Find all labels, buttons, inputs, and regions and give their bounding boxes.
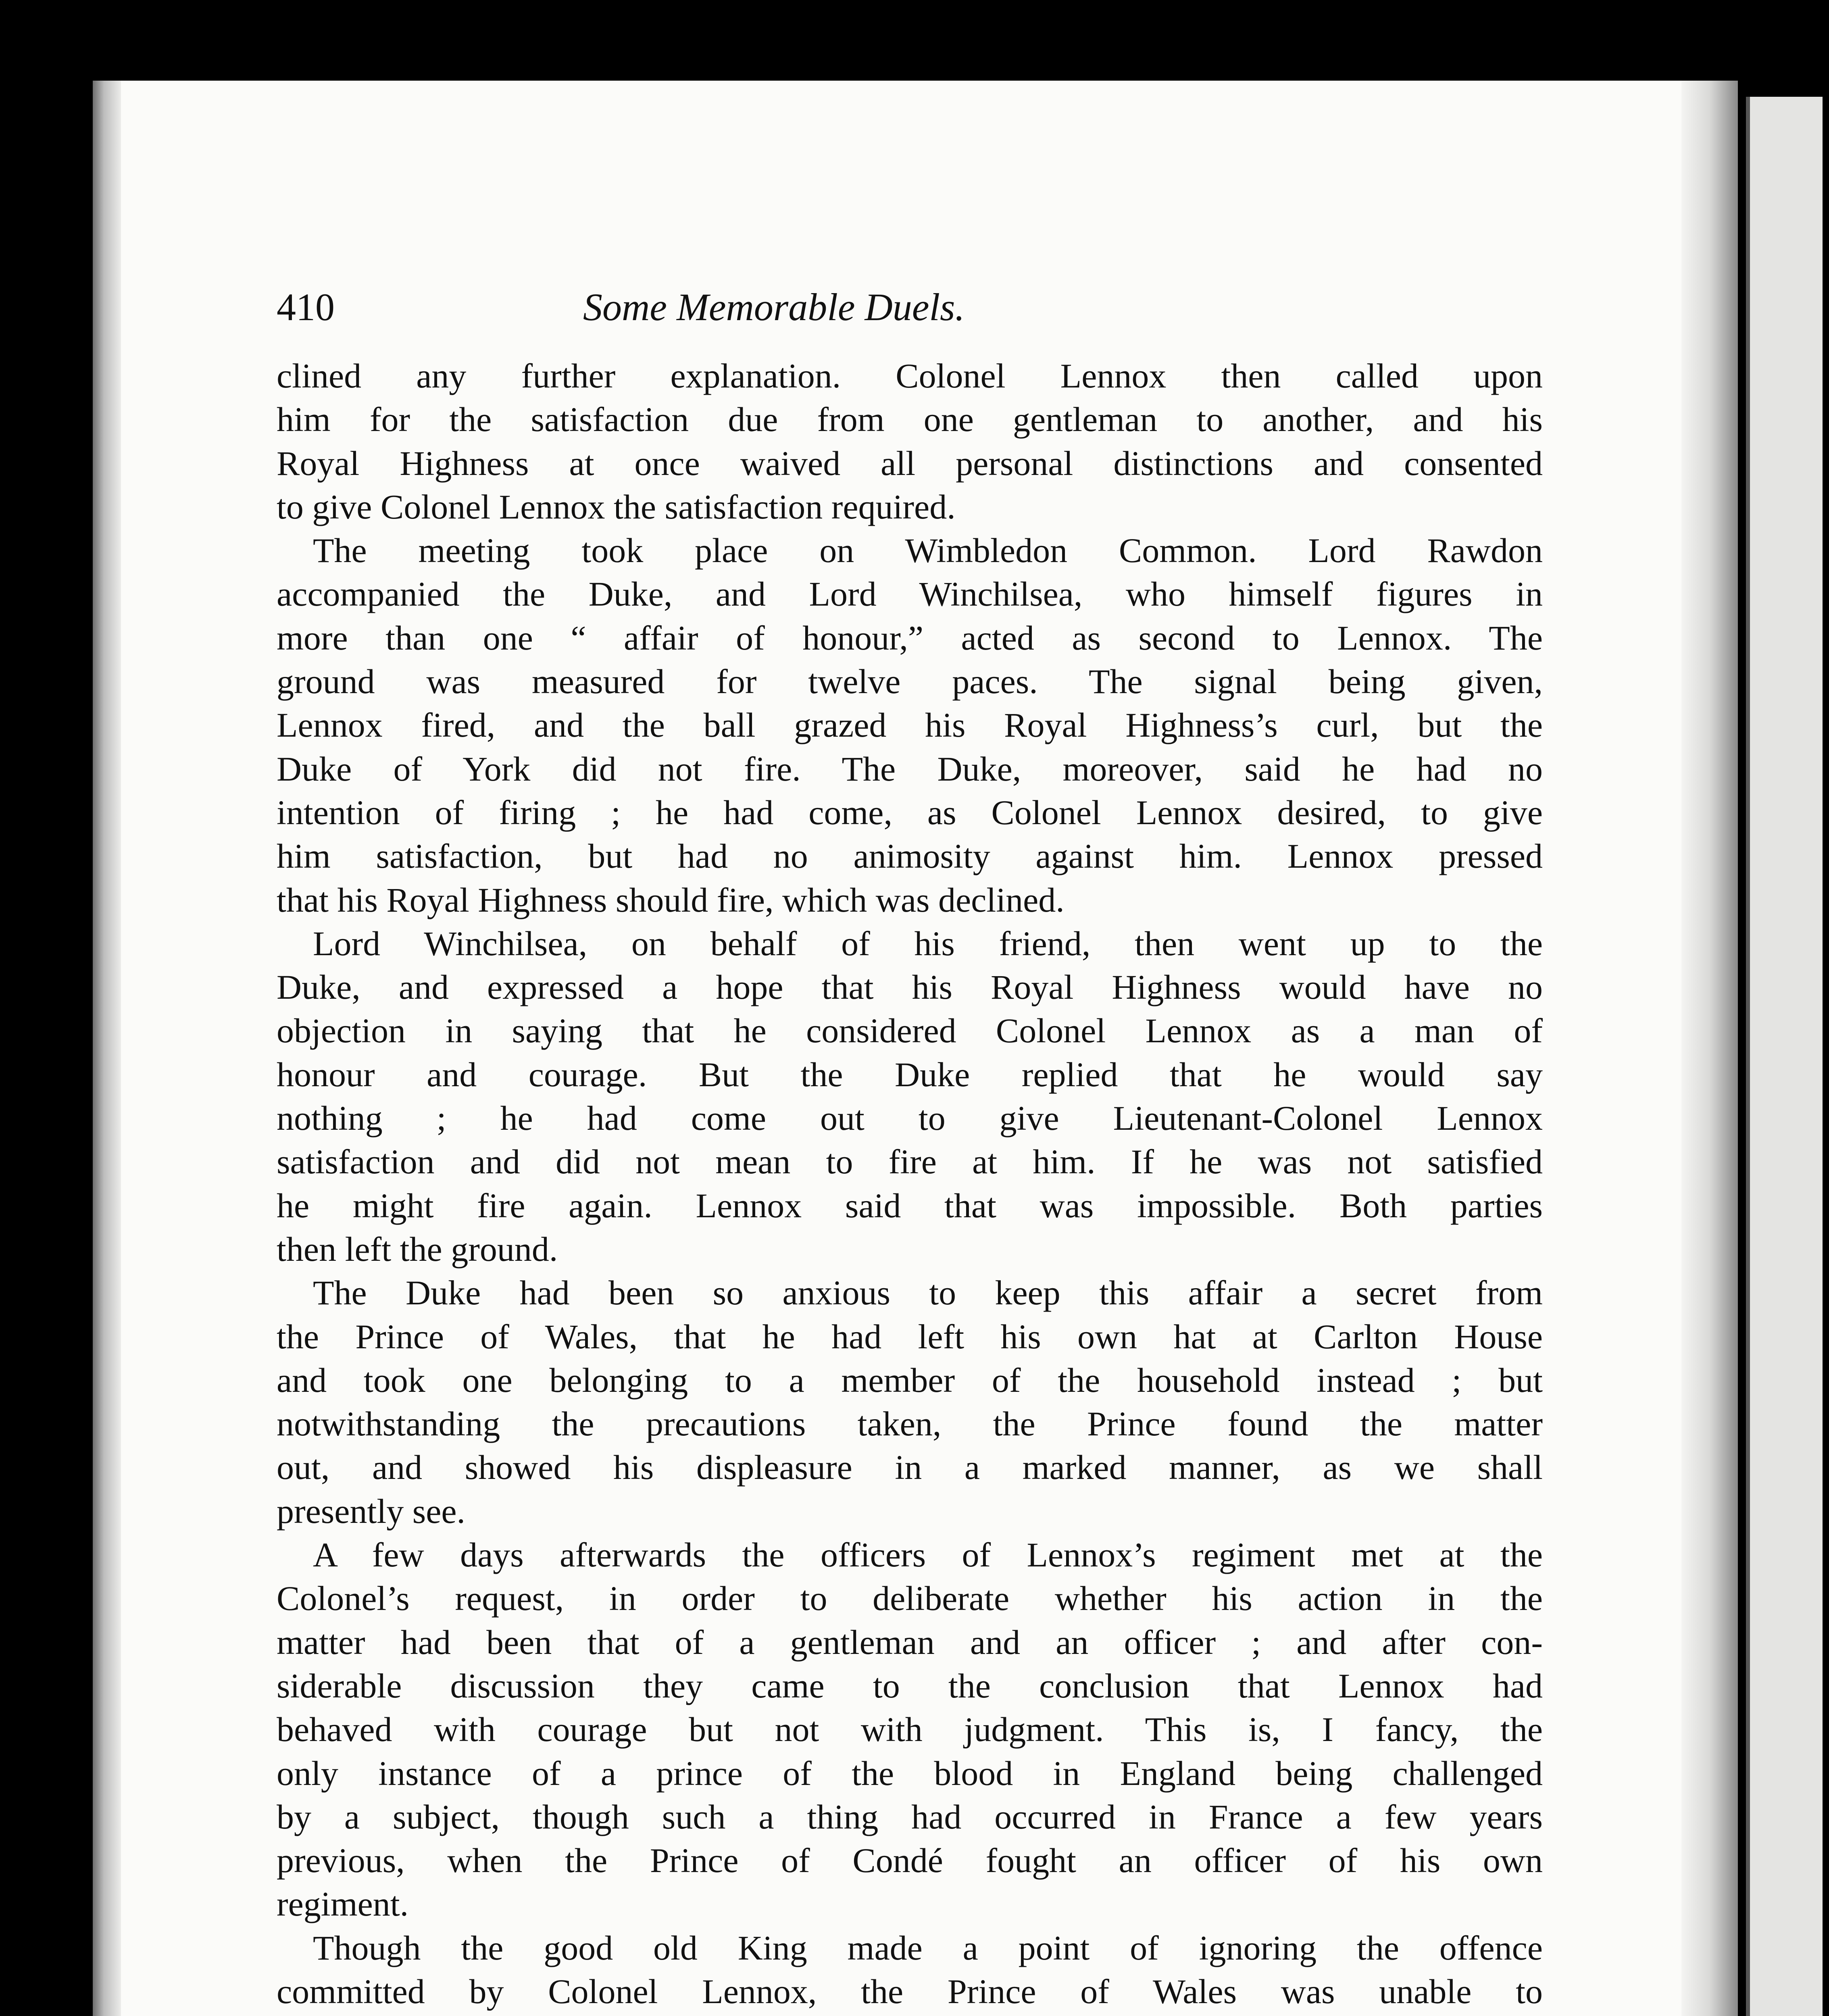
page-number: 410 [277, 285, 335, 329]
text-line: that his Royal Highness should fire, which was declined. [277, 880, 1064, 919]
text-line: only instance of a prince of the blood in England being challenged [277, 1754, 1543, 1793]
text-line: Lord Winchilsea, on behalf of his friend, then went up to the [313, 924, 1543, 963]
text-line: Though the good old King made a point of ignoring the offence [313, 1928, 1543, 1967]
body-text [277, 354, 1543, 2016]
text-line: to give Colonel Lennox the satisfaction required. [277, 487, 956, 526]
text-line: accompanied the Duke, and Lord Winchilsea, who himself figures in [277, 575, 1543, 614]
text-line: matter had been that of a gentleman and an officer ; and after con- [277, 1622, 1543, 1662]
page-edge-shadow [1681, 81, 1738, 2016]
text-line: then left the ground. [277, 1229, 558, 1268]
text-line: satisfaction and did not mean to fire at him. If he was not satisfied [277, 1142, 1543, 1181]
text-line: behaved with courage but not with judgment. This is, I fancy, the [277, 1710, 1543, 1749]
text-line: intention of firing ; he had come, as Colonel Lennox desired, to give [277, 793, 1543, 832]
text-line: siderable discussion they came to the conclusion that Lennox had [277, 1666, 1543, 1705]
text-line: Royal Highness at once waived all personal distinctions and consented [277, 444, 1543, 483]
running-title: Some Memorable Duels. [583, 285, 965, 329]
text-line: he might fire again. Lennox said that was impossible. Both parties [277, 1186, 1543, 1225]
text-line: nothing ; he had come out to give Lieutenant-Colonel Lennox [277, 1099, 1543, 1138]
text-line: committed by Colonel Lennox, the Prince of Wales was unable to [277, 1972, 1543, 2011]
text-line: clined any further explanation. Colonel Lennox then called upon [277, 356, 1543, 395]
text-line: the Prince of Wales, that he had left his own hat at Carlton House [277, 1317, 1543, 1356]
text-line: Colonel’s request, in order to deliberate whether his action in the [277, 1579, 1543, 1618]
page-gutter-shadow [93, 81, 121, 2016]
text-line: ground was measured for twelve paces. The signal being given, [277, 662, 1543, 701]
text-line: Duke, and expressed a hope that his Royal Highness would have no [277, 968, 1543, 1007]
text-line [277, 2013, 1543, 2016]
text-line: out, and showed his displeasure in a marked manner, as we shall [277, 1448, 1543, 1487]
text-line: more than one “ affair of honour,” acted as second to Lennox. The [277, 618, 1543, 657]
text-line: The Duke had been so anxious to keep this affair a secret from [313, 1273, 1543, 1312]
text-line: him for the satisfaction due from one gentleman to another, and his [277, 400, 1543, 439]
text-line: notwithstanding the precautions taken, the Prince found the matter [277, 1404, 1543, 1443]
text-line: and took one belonging to a member of the household instead ; but [277, 1360, 1543, 1400]
text-line: regiment. [277, 1885, 409, 1924]
text-line: by a subject, though such a thing had occurred in France a few years [277, 1797, 1543, 1836]
text-line: presently see. [277, 1491, 466, 1531]
running-head [277, 283, 1192, 331]
text-line: him satisfaction, but had no animosity against him. Lennox pressed [277, 837, 1543, 876]
text-line: Duke of York did not fire. The Duke, moreover, said he had no [277, 749, 1543, 788]
text-line: Lennox fired, and the ball grazed his Royal Highness’s curl, but the [277, 706, 1543, 745]
text-line: previous, when the Prince of Condé fought an officer of his own [277, 1841, 1543, 1880]
text-line: A few days afterwards the officers of Lennox’s regiment met at the [313, 1535, 1543, 1574]
text-line: The meeting took place on Wimbledon Common. Lord Rawdon [313, 531, 1543, 570]
text-line: objection in saying that he considered Colonel Lennox as a man of [277, 1011, 1543, 1050]
next-page-edge [1746, 97, 1823, 2016]
text-line: honour and courage. But the Duke replied that he would say [277, 1055, 1543, 1094]
